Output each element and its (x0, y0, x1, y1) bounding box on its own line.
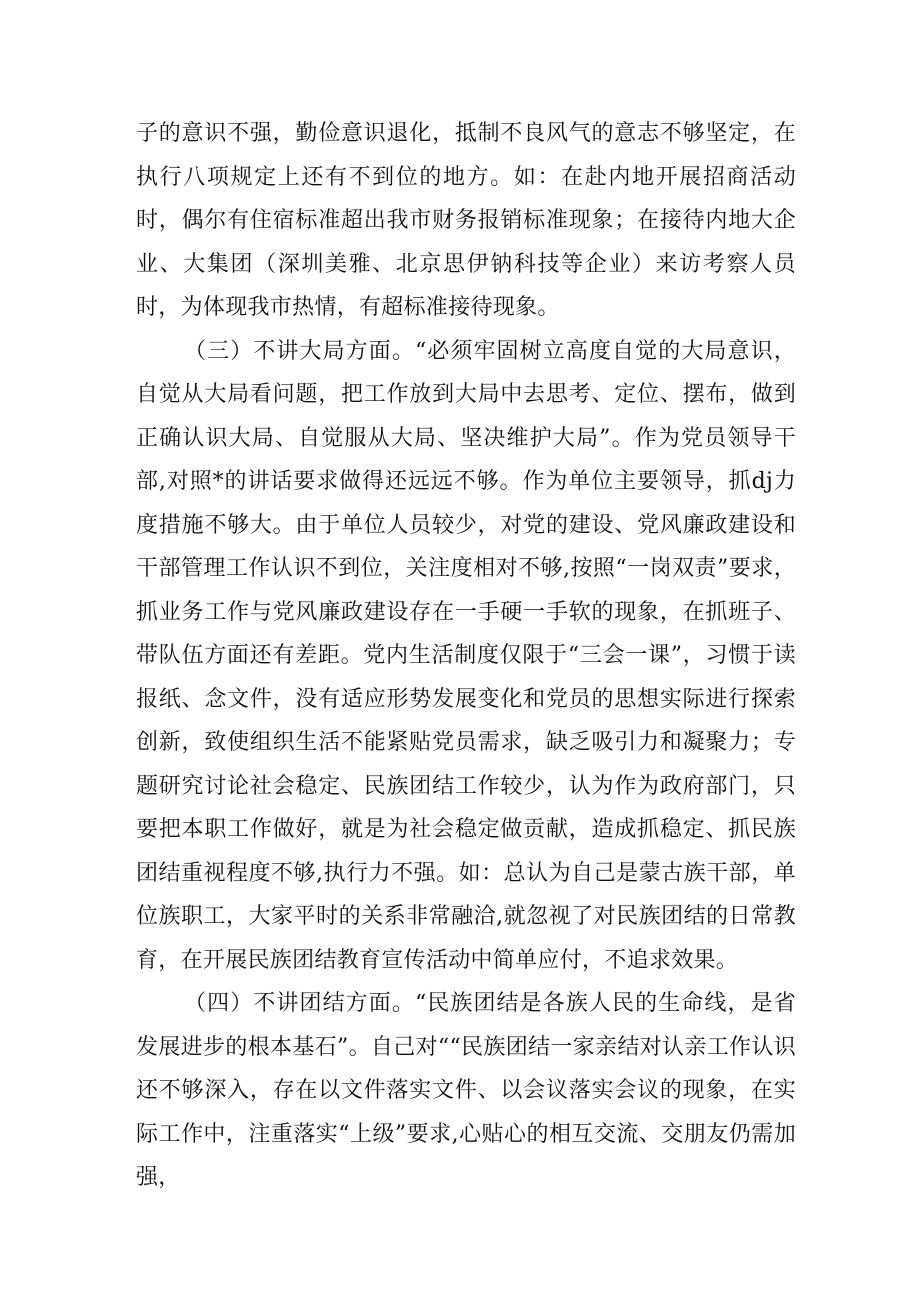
document-body (136, 112, 796, 1200)
paragraph-section-three: （三）不讲大局方面。“必须牢固树立高度自觉的大局意识，自觉从大局看问题，把工作放到大局中去思考、定位、摆布，做到正确认识大局、自觉服从大局、坚决维护大局”。作为党员领导干部,对照*的讲话要求做得还远远不够。作为单位主要领导，抓dj力度措施不够大。由于单位人员较少，对党的建设、党风廉政建设和干部管理工作认识不到位，关注度相对不够,按照“一岗双责”要求，抓业务工作与党风廉政建设存在一手硬一手软的现象，在抓班子、带队伍方面还有差距。党内生活制度仅限于“三会一课”，习惯于读报纸、念文件，没有适应形势发展变化和党员的思想实际进行探索创新，致使组织生活不能紧贴党员需求，缺乏吸引力和凝聚力；专题研究讨论社会稳定、民族团结工作较少，认为作为政府部门，只要把本职工作做好，就是为社会稳定做贡献，造成抓稳定、抓民族团结重视程度不够,执行力不强。如：总认为自己是蒙古族干部，单位族职工，大家平时的关系非常融洽,就忽视了对民族团结的日常教育，在开展民族团结教育宣传活动中简单应付，不追求效果。 (136, 338, 796, 973)
paragraph-section-four: （四）不讲团结方面。“民族团结是各族人民的生命线，是省发展进步的根本基石”。自己对““民族团结一家亲结对认亲工作认识还不够深入，存在以文件落实文件、以会议落实会议的现象，在实际工作中，注重落实“上级”要求,心贴心的相互交流、交朋友仍需加强， (136, 991, 796, 1190)
paragraph-continuation: 子的意识不强，勤俭意识退化，抵制不良风气的意志不够坚定，在执行八项规定上还有不到位的地方。如：在赴内地开展招商活动时，偶尔有住宿标准超出我市财务报销标准现象；在接待内地大企业、大集团（深圳美雅、北京思伊钠科技等企业）来访考察人员时，为体现我市热情，有超标准接待现象。 (136, 121, 796, 320)
